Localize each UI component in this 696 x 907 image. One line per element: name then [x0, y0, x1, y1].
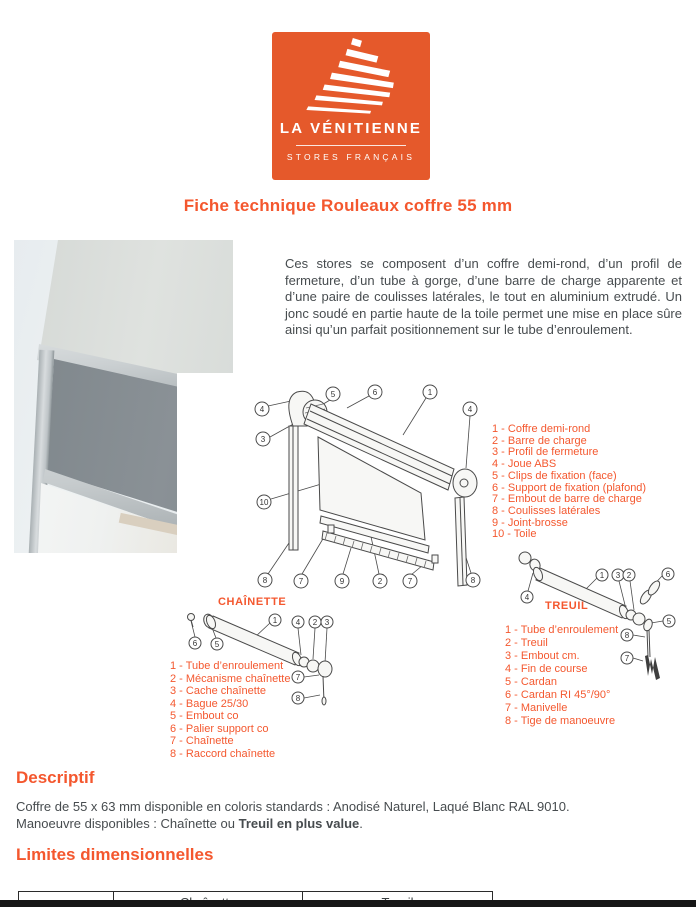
- part-item: 3 - Profil de fermeture: [492, 446, 599, 459]
- descriptif-heading: Descriptif: [16, 768, 95, 787]
- part-item: 6 - Support de fixation (plafond): [492, 481, 647, 494]
- svg-text:7: 7: [298, 576, 304, 586]
- svg-text:5: 5: [330, 389, 336, 399]
- part-item: 5 - Clips de fixation (face): [492, 469, 617, 482]
- tube-enroulement: [209, 616, 299, 665]
- svg-text:6: 6: [372, 387, 378, 397]
- svg-text:3: 3: [324, 617, 330, 627]
- part-item: 2 - Treuil: [505, 637, 548, 649]
- chainette-label: CHAÎNETTE: [218, 596, 287, 608]
- page-bottom-bar: [0, 900, 696, 907]
- svg-text:2: 2: [377, 576, 383, 586]
- screw: [188, 614, 195, 621]
- descriptif-line2-prefix: Manoeuvre disponibles : Chaînette ou: [16, 816, 239, 831]
- main-parts-list: [492, 424, 646, 541]
- descriptif-text: [16, 798, 680, 832]
- treuil-label: TREUIL: [545, 600, 589, 612]
- tige-manoeuvre: [647, 630, 648, 657]
- svg-text:1: 1: [272, 615, 278, 625]
- svg-text:7: 7: [624, 653, 630, 663]
- part-item: 7 - Embout de barre de charge: [492, 493, 642, 506]
- embout-right: [432, 555, 438, 563]
- svg-text:4: 4: [524, 592, 530, 602]
- brand-name: LA VÉNITIENNE: [279, 120, 423, 137]
- descriptif-line1: Coffre de 55 x 63 mm disponible en coloris standards : Anodisé Naturel, Laqué Blanc RAL 9010.: [16, 799, 570, 814]
- svg-text:8: 8: [262, 575, 268, 585]
- part-item: 1 - Tube d’enroulement: [505, 624, 619, 636]
- chainette-parts-list: [170, 660, 290, 760]
- joue-right: [453, 469, 477, 497]
- svg-text:5: 5: [666, 616, 672, 626]
- product-photo: [14, 240, 233, 553]
- part-item: 8 - Tige de manoeuvre: [505, 715, 616, 727]
- part-item: 4 - Fin de course: [505, 663, 588, 675]
- part-item: 2 - Mécanisme chaînette: [170, 672, 291, 685]
- logo-divider: [296, 145, 406, 146]
- intro-paragraph: Ces stores se composent d’un coffre demi-rond, d’un profil de fermeture, d’un tube à gorge, d’une barre de charge apparente et d’une paire de coulisses latérales, le tout en aluminium extrudé. Un jonc soudé en partie haute de la toile permet une mise en place sûre ainsi qu’un parfait positionnement sur le tube d’enroulement.: [285, 256, 682, 338]
- svg-text:7: 7: [295, 672, 301, 682]
- mecanisme-chainette: [307, 660, 319, 672]
- svg-text:6: 6: [192, 638, 198, 648]
- part-item: 10 - Toile: [492, 528, 537, 541]
- manivelle: [645, 655, 660, 680]
- part-item: 3 - Embout cm.: [505, 650, 580, 662]
- part-item: 4 - Bague 25/30: [170, 697, 249, 710]
- part-item: 5 - Embout co: [170, 710, 239, 722]
- fin-course-ring: [519, 552, 531, 564]
- part-item: 3 - Cache chaînette: [170, 685, 267, 697]
- embout-left: [328, 525, 334, 533]
- part-item: 4 - Joue ABS: [492, 458, 557, 471]
- cache-chainette: [318, 661, 332, 677]
- part-item: 1 - Coffre demi-rond: [492, 423, 591, 435]
- part-item: 7 - Manivelle: [505, 702, 568, 714]
- part-item: 1 - Tube d’enroulement: [170, 660, 284, 672]
- svg-text:3: 3: [615, 570, 621, 580]
- svg-text:1: 1: [599, 570, 605, 580]
- part-item: 8 - Raccord chaînette: [170, 747, 276, 760]
- descriptif-line2-suffix: .: [359, 816, 363, 831]
- svg-text:7: 7: [407, 576, 413, 586]
- descriptif-line2: [16, 815, 680, 832]
- part-item: 2 - Barre de charge: [492, 434, 587, 447]
- svg-text:8: 8: [624, 630, 630, 640]
- svg-text:3: 3: [260, 434, 266, 444]
- descriptif-line2-bold: Treuil en plus value: [238, 816, 360, 831]
- page-title: Fiche technique Rouleaux coffre 55 mm: [183, 196, 513, 215]
- svg-text:8: 8: [470, 575, 476, 585]
- svg-text:6: 6: [665, 569, 671, 579]
- venetian-blinds-icon: [304, 38, 398, 120]
- svg-text:4: 4: [259, 404, 265, 414]
- treuil-mechanism: [633, 613, 645, 625]
- svg-text:2: 2: [312, 617, 318, 627]
- brand-tagline: STORES FRANÇAIS: [286, 152, 416, 162]
- part-item: 6 - Cardan RI 45°/90°: [505, 689, 611, 701]
- part-item: 6 - Palier support co: [170, 722, 269, 735]
- company-logo: [272, 32, 430, 180]
- part-item: 9 - Joint-brosse: [492, 516, 568, 529]
- svg-text:1: 1: [427, 387, 433, 397]
- part-item: 5 - Cardan: [505, 676, 557, 688]
- svg-text:2: 2: [626, 570, 632, 580]
- svg-text:9: 9: [339, 576, 345, 586]
- svg-text:4: 4: [467, 404, 473, 414]
- svg-text:8: 8: [295, 693, 301, 703]
- treuil-parts-list: [505, 624, 618, 728]
- limites-heading: Limites dimensionnelles: [16, 845, 214, 864]
- part-item: 8 - Coulisses latérales: [492, 504, 601, 517]
- main-exploded-diagram: [233, 380, 493, 595]
- svg-text:4: 4: [295, 617, 301, 627]
- svg-text:5: 5: [214, 639, 220, 649]
- part-item: 7 - Chaînette: [170, 735, 234, 747]
- svg-text:10: 10: [259, 497, 269, 507]
